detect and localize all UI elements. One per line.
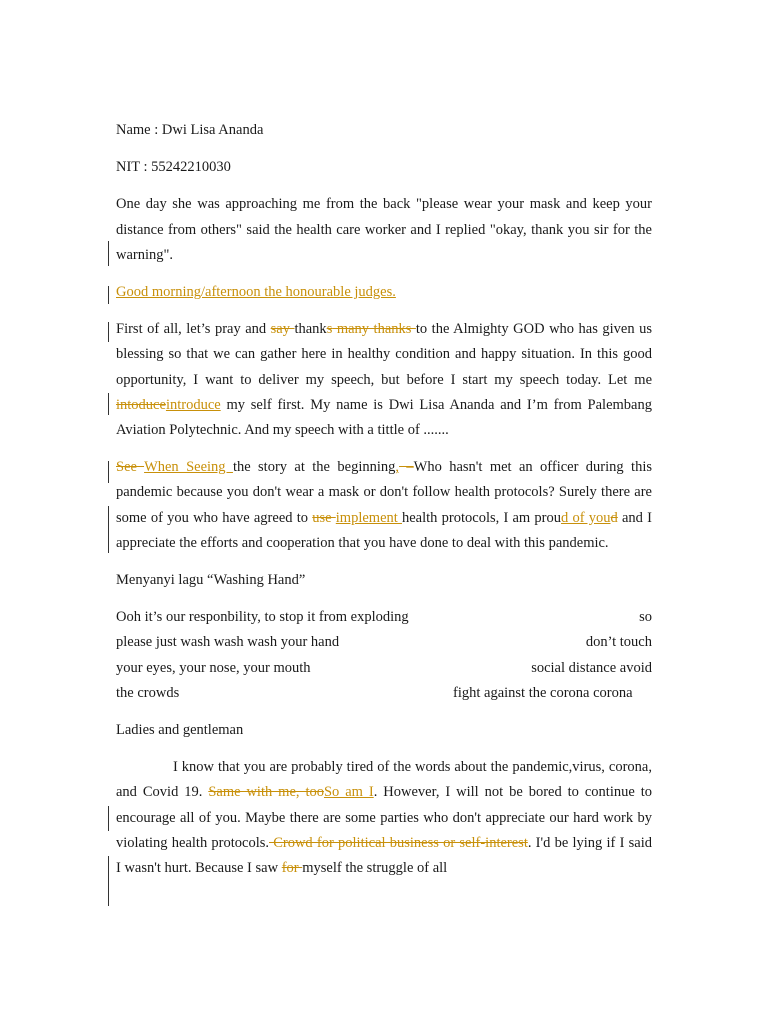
deleted-text: d [610,509,618,526]
change-bar [108,241,109,266]
inserted-text: So am I [323,784,374,801]
deleted-text: for [281,860,303,877]
deleted-text: Crowd for political business or self-interest [269,834,528,851]
inserted-text: Good morning/afternoon the honourable judges. [116,284,396,301]
inserted-text: implement [335,509,402,526]
paragraph-opening-story: One day she was approaching me from the back "please wear your mask and keep your distance from others" said the health care worker and I replied "okay, thank you sir for the warning". [116,196,652,263]
document-page [116,118,652,893]
deleted-text: use [312,509,336,526]
deleted-text: – [399,459,414,476]
paragraph-encourage: I know that you are probably tired of the words about the pandemic,virus, corona, and Covid 19. Same with me, tooSo am I. However, I will not be bored to continue to encourage all of you. Maybe there are some parties who don't appreciate our hard work by violating health protocols. Crowd for political business or self-interest. I'd be lying if I said I wasn't hurt. Because I saw for myself the struggle of all [116,759,652,877]
song-lyrics [116,605,652,706]
deleted-text: intoduce [116,396,166,413]
change-bar [108,806,109,831]
inserted-text: , [395,459,400,476]
deleted-text: many thanks [332,321,416,338]
change-bar [108,506,109,553]
song-line: please just wash wash wash your hand don’t touch [116,634,652,651]
name-line: Name : Dwi Lisa Ananda [116,122,264,138]
deleted-text: Same with me, too [208,784,324,801]
nit-line: NIT : 55242210030 [116,159,231,176]
inserted-text: d of you [561,509,611,526]
song-line: Ooh it’s our responbility, to stop it from exploding so [116,609,652,626]
change-bar [108,856,109,906]
inserted-text: introduce [165,396,221,413]
deleted-text: say [270,321,295,338]
paragraph-pandemic: See When Seeing the story at the beginning, –Who hasn't met an officer during this pandemic because you don't wear a mask or don't follow health protocols? Surely there are some of you who have agreed to use implement health protocols, I am proud of youd and I appreciate the efforts and cooperation that you have done to deal with this pandemic. [116,459,653,551]
change-bar [108,461,109,483]
inserted-text: When Seeing [144,459,233,476]
paragraph-intro: First of all, let’s pray and say thanks many thanks to the Almighty GOD who has given us blessing so that we can gather here in healthy condition and happy situation. In this good opportunity, I want to deliver my speech, but before I start my speech today. Let me intoduceintroduce my self first. My name is Dwi Lisa Ananda and I’m from Palembang Aviation Polytechnic. And my speech with a tittle of ....... [116,321,652,439]
song-line: your eyes, your nose, your mouth social distance avoid [116,659,652,676]
song-title: Menyanyi lagu “Washing Hand” [116,572,306,589]
change-bar [108,286,109,304]
ladies-line: Ladies and gentleman [116,722,244,738]
deleted-text: s [326,321,333,338]
change-bar [108,322,109,342]
deleted-text: See [116,459,145,476]
greeting-line [116,280,652,305]
song-line: the crowds fight against the corona corona [116,684,633,701]
change-bar [108,393,109,415]
